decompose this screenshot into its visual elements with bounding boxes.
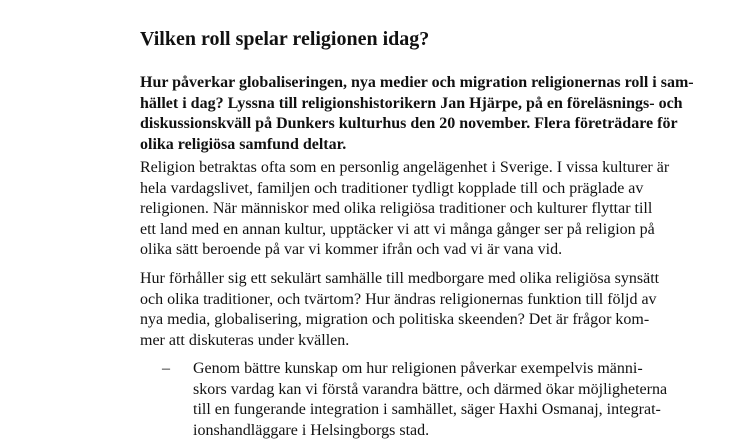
paragraph-line: hela vardagslivet, familjen och traditioner tydligt kopplade till och präglade av — [140, 179, 620, 200]
paragraph-line: Hur förhåller sig ett sekulärt samhälle till medborgare med olika religiösa synsätt — [140, 269, 620, 290]
bullet-line: till en fungerande integration i samhället, säger Haxhi Osmanaj, integrat- — [193, 400, 653, 421]
paragraph-line: Religion betraktas ofta som en personlig angelägenhet i Sverige. I vissa kulturer är — [140, 158, 620, 179]
body-paragraph-1 — [140, 158, 620, 261]
paragraph-line: nya media, globalisering, migration och politiska skeenden? Det är frågor kom- — [140, 310, 620, 331]
intro-line: hället i dag? Lyssna till religionshistorikern Jan Hjärpe, på en föreläsnings- och — [140, 94, 620, 115]
bullet-line: skors vardag kan vi förstå varandra bättre, och därmed ökar möjligheterna — [193, 380, 653, 401]
paragraph-line: religionen. När människor med olika religiösa traditioner och kulturer flyttar till — [140, 199, 620, 220]
intro-line: olika religiösa samfund deltar. — [140, 135, 620, 156]
bullet-marker: – — [162, 359, 170, 380]
paragraph-line: olika sätt beroende på var vi kommer ifrån och vad vi är vana vid. — [140, 240, 620, 261]
bullet-line: ionshandläggare i Helsingborgs stad. — [193, 421, 653, 441]
intro-paragraph — [140, 73, 620, 155]
paragraph-line: ett land med en annan kultur, upptäcker vi att vi många gånger ser på religion på — [140, 220, 620, 241]
intro-line: Hur påverkar globaliseringen, nya medier och migration religionernas roll i sam- — [140, 73, 620, 94]
intro-line: diskussionskväll på Dunkers kulturhus den 20 november. Flera företrädare för — [140, 114, 620, 135]
bullet-line: Genom bättre kunskap om hur religionen påverkar exempelvis männi- — [193, 359, 653, 380]
bullet-item — [140, 359, 660, 419]
paragraph-line: mer att diskuteras under kvällen. — [140, 331, 620, 352]
paragraph-line: och olika traditioner, och tvärtom? Hur ändras religionernas funktion till följd av — [140, 290, 620, 311]
body-paragraph-2 — [140, 269, 620, 351]
document-title: Vilken roll spelar religionen idag? — [140, 27, 429, 51]
bullet-text — [193, 359, 653, 441]
